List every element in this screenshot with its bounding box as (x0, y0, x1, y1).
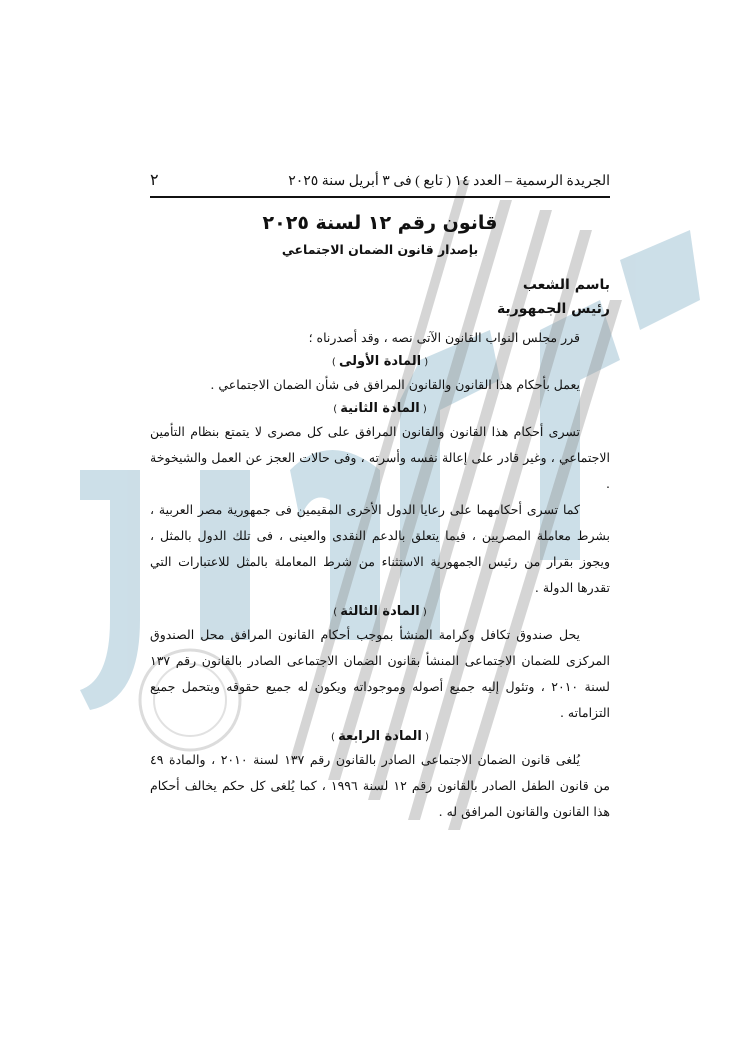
article-4-heading: المادة الرابعة (338, 729, 422, 744)
gazette-page (150, 170, 610, 825)
publication-line: الجريدة الرسمية – العدد ١٤ ( تابع ) فى ٣ أبريل سنة ٢٠٢٥ (288, 174, 610, 189)
article-1-heading: المادة الأولى (338, 354, 422, 369)
article-3-paragraph: يحل صندوق تكافل وكرامة المنشأ بموجب أحكام القانون المرافق محل الصندوق المركزى للضمان الاجتماعى المنشأ بقانون الضمان الاجتماعى الصادر بالقانون رقم ١٣٧ لسنة ٢٠١٠ ، وتئول إليه جميع أصوله وموجوداته ويكون له جميع حقوقه ويتحمل جميع التزاماته . (150, 627, 610, 720)
article-2-paragraph-1: تسرى أحكام هذا القانون والقانون المرافق على كل مصرى لا يتمتع بنظام التأمين الاجتماعي ، وغير قادر على إعالة نفسه وأسرته ، وفى حالات العجز عن العمل والشيخوخة . (150, 424, 610, 491)
enactment-clause: قرر مجلس النواب القانون الآتى نصه ، وقد أصدرناه ؛ (308, 330, 580, 345)
article-heading: ( المادة الثانية ) (333, 401, 427, 416)
president-heading: رئيس الجمهورية (496, 301, 610, 317)
article-1-paragraph: يعمل بأحكام هذا القانون والقانون المرافق فى شأن الضمان الاجتماعي . (210, 377, 580, 392)
page-header (150, 170, 610, 198)
article-2-paragraph-2: كما تسرى أحكامهما على رعايا الدول الأخرى المقيمين فى جمهورية مصر العربية ، بشرط معاملة المصريين ، فيما يتعلق بالدعم النقدى والعينى ، فى تلك الدول بالمثل ، ويجوز بقرار من رئيس الجمهورية الاستثناء من شرط المعاملة بالمثل للاعتبارات التي تقدرها الدولة . (150, 502, 610, 595)
article-2-heading: المادة الثانية (340, 401, 420, 416)
page-number: ٢ (150, 172, 159, 189)
article-heading: ( المادة الأولى ) (331, 354, 429, 369)
article-heading: ( المادة الرابعة ) (331, 729, 429, 744)
in-the-name-of-people: باسم الشعب (522, 277, 610, 293)
article-heading: ( المادة الثالثة ) (333, 604, 427, 619)
article-4-paragraph: يُلغى قانون الضمان الاجتماعى الصادر بالقانون رقم ١٣٧ لسنة ٢٠١٠ ، والمادة ٤٩ من قانون الطفل الصادر بالقانون رقم ١٢ لسنة ١٩٩٦ ، كما يُلغى كل حكم يخالف أحكام هذا القانون والقانون المرافق له . (150, 752, 610, 819)
article-3-heading: المادة الثالثة (340, 604, 420, 619)
law-title: قانون رقم ١٢ لسنة ٢٠٢٥ (262, 212, 498, 234)
law-subtitle: بإصدار قانون الضمان الاجتماعي (281, 242, 479, 257)
